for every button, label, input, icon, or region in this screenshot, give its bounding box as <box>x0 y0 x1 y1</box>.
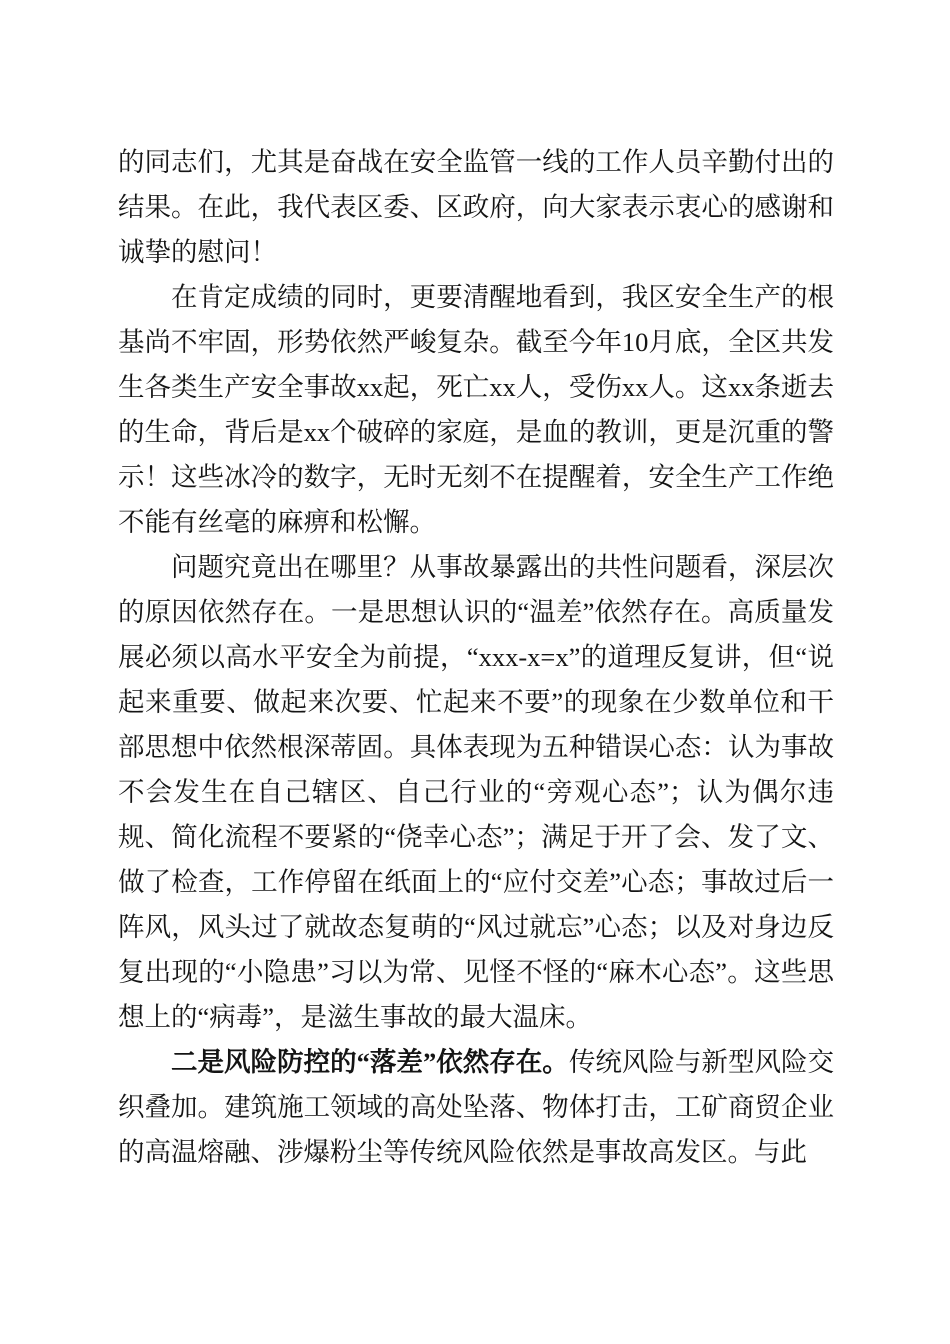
paragraph <box>118 275 834 545</box>
text-run: 的同志们，尤其是奋战在安全监管一线的工作人员辛勤付出的结果。在此，我代表区委、区政府，向大家表示衷心的感谢和诚挚的慰问！ <box>118 147 834 267</box>
text-run: 传统风险与新型风险交织叠加。建筑施工领域的高处坠落、物体打击，工矿商贸企业的高温熔融、涉爆粉尘等传统风险依然是事故高发区。与此 <box>118 1047 835 1167</box>
paragraph <box>118 545 834 1040</box>
emphasis-text-run: 二是风险防控的“落差”依然存在。 <box>171 1047 569 1077</box>
document-body <box>118 140 834 1175</box>
paragraph <box>118 140 834 275</box>
paragraph <box>118 1040 834 1175</box>
text-run: 在肯定成绩的同时，更要清醒地看到，我区安全生产的根基尚不牢固，形势依然严峻复杂。截至今年10月底，全区共发生各类生产安全事故xx起，死亡xx人，受伤xx人。这xx条逝去的生命，背后是xx个破碎的家庭，是血的教训，更是沉重的警示！这些冰冷的数字，无时无刻不在提醒着，安全生产工作绝不能有丝毫的麻痹和松懈。 <box>118 282 834 537</box>
text-run: 问题究竟出在哪里？从事故暴露出的共性问题看，深层次的原因依然存在。一是思想认识的“温差”依然存在。高质量发展必须以高水平安全为前提，“xxx-x=x”的道理反复讲，但“说起来重要、做起来次要、忙起来不要”的现象在少数单位和干部思想中依然根深蒂固。具体表现为五种错误心态：认为事故不会发生在自己辖区、自己行业的“旁观心态”；认为偶尔违规、简化流程不要紧的“侥幸心态”；满足于开了会、发了文、做了检查，工作停留在纸面上的“应付交差”心态；事故过后一阵风，风头过了就故态复萌的“风过就忘”心态；以及对身边反复出现的“小隐患”习以为常、见怪不怪的“麻木心态”。这些思想上的“病毒”，是滋生事故的最大温床。 <box>118 552 834 1032</box>
